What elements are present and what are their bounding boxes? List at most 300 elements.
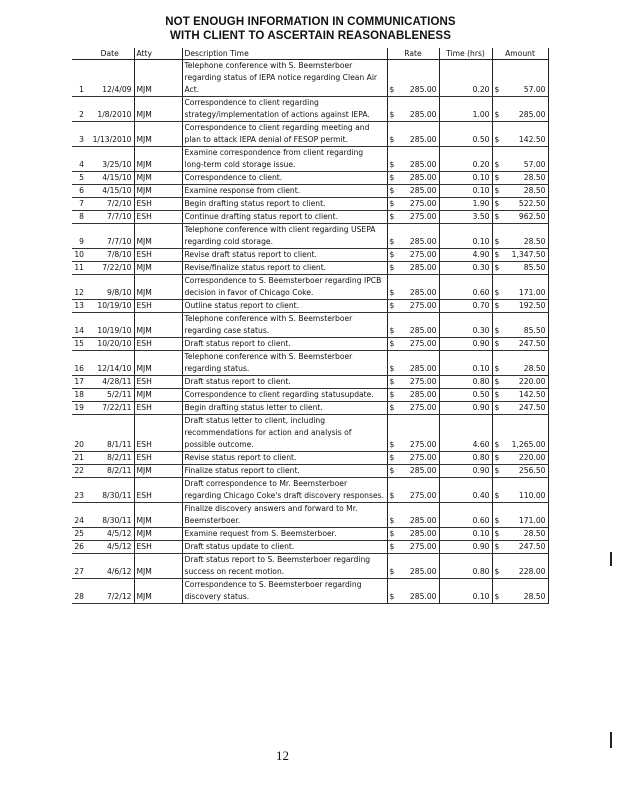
row-attorney: MJM xyxy=(134,503,182,528)
currency-symbol: $ xyxy=(389,186,395,195)
row-amount: 28.50 xyxy=(523,237,546,246)
currency-symbol: $ xyxy=(494,250,500,259)
row-date: 3/25/10 xyxy=(86,147,134,172)
row-attorney: ESH xyxy=(134,198,182,211)
row-number: 23 xyxy=(72,478,86,503)
currency-symbol: $ xyxy=(494,364,500,373)
currency-symbol: $ xyxy=(494,567,500,576)
row-amount: 256.50 xyxy=(518,466,546,475)
row-amount: 522.50 xyxy=(518,199,546,208)
row-number: 1 xyxy=(72,60,86,97)
header-rate: Rate xyxy=(387,48,439,60)
row-rate: 285.00 xyxy=(409,110,437,119)
currency-symbol: $ xyxy=(389,491,395,500)
row-time: 0.90 xyxy=(439,465,492,478)
currency-symbol: $ xyxy=(389,377,395,386)
row-date: 8/2/11 xyxy=(86,452,134,465)
row-rate-cell xyxy=(387,478,439,503)
page-number: 12 xyxy=(276,748,289,763)
row-rate-cell xyxy=(387,389,439,402)
currency-symbol: $ xyxy=(389,542,395,551)
table-row xyxy=(72,249,548,262)
row-rate: 285.00 xyxy=(409,326,437,335)
row-description: Revise/finalize status report to client. xyxy=(182,262,387,275)
currency-symbol: $ xyxy=(389,567,395,576)
row-description: Telephone conference with S. Beemsterboer regarding status. xyxy=(182,351,387,376)
row-amount-cell xyxy=(492,60,548,97)
currency-symbol: $ xyxy=(389,173,395,182)
table-row xyxy=(72,338,548,351)
row-description: Telephone conference with S. Beemsterboer regarding status of IEPA notice regarding Clean Air Act. xyxy=(182,60,387,97)
row-description: Draft status report to client. xyxy=(182,376,387,389)
row-amount-cell xyxy=(492,376,548,389)
row-rate-cell xyxy=(387,211,439,224)
table-row xyxy=(72,579,548,604)
table-row xyxy=(72,147,548,172)
row-attorney: MJM xyxy=(134,528,182,541)
table-row xyxy=(72,554,548,579)
row-number: 5 xyxy=(72,172,86,185)
row-description: Begin drafting status report to client. xyxy=(182,198,387,211)
row-time: 0.90 xyxy=(439,402,492,415)
currency-symbol: $ xyxy=(494,403,500,412)
header-description: Description Time xyxy=(182,48,387,60)
row-time: 0.20 xyxy=(439,60,492,97)
row-time: 4.90 xyxy=(439,249,492,262)
currency-symbol: $ xyxy=(494,390,500,399)
row-number: 22 xyxy=(72,465,86,478)
margin-mark xyxy=(610,732,612,748)
row-amount: 1,265.00 xyxy=(511,440,546,449)
row-description: Revise draft status report to client. xyxy=(182,249,387,262)
row-time: 0.50 xyxy=(439,389,492,402)
currency-symbol: $ xyxy=(494,377,500,386)
row-date: 1/13/2010 xyxy=(86,122,134,147)
row-rate-cell xyxy=(387,224,439,249)
row-description: Draft status report to client. xyxy=(182,338,387,351)
table-row xyxy=(72,313,548,338)
currency-symbol: $ xyxy=(494,263,500,272)
row-date: 8/1/11 xyxy=(86,415,134,452)
row-attorney: ESH xyxy=(134,402,182,415)
row-date: 7/2/12 xyxy=(86,579,134,604)
row-date: 8/30/11 xyxy=(86,503,134,528)
row-amount: 28.50 xyxy=(523,173,546,182)
row-amount-cell xyxy=(492,97,548,122)
row-date: 7/7/10 xyxy=(86,224,134,249)
row-amount-cell xyxy=(492,122,548,147)
row-attorney: MJM xyxy=(134,185,182,198)
table-row xyxy=(72,122,548,147)
currency-symbol: $ xyxy=(494,516,500,525)
row-date: 8/30/11 xyxy=(86,478,134,503)
row-amount-cell xyxy=(492,172,548,185)
row-rate: 285.00 xyxy=(409,466,437,475)
row-time: 0.70 xyxy=(439,300,492,313)
row-rate-cell xyxy=(387,452,439,465)
currency-symbol: $ xyxy=(389,403,395,412)
table-row xyxy=(72,528,548,541)
row-description: Examine response from client. xyxy=(182,185,387,198)
row-time: 0.10 xyxy=(439,579,492,604)
row-number: 27 xyxy=(72,554,86,579)
row-attorney: MJM xyxy=(134,554,182,579)
row-amount-cell xyxy=(492,351,548,376)
row-amount-cell xyxy=(492,224,548,249)
row-attorney: MJM xyxy=(134,579,182,604)
row-attorney: MJM xyxy=(134,122,182,147)
row-rate: 285.00 xyxy=(409,237,437,246)
row-description: Revise status report to client. xyxy=(182,452,387,465)
row-attorney: ESH xyxy=(134,211,182,224)
row-amount: 85.50 xyxy=(523,263,546,272)
row-attorney: ESH xyxy=(134,338,182,351)
row-attorney: MJM xyxy=(134,389,182,402)
currency-symbol: $ xyxy=(494,592,500,601)
table-row xyxy=(72,60,548,97)
row-rate: 285.00 xyxy=(409,390,437,399)
row-amount: 192.50 xyxy=(518,301,546,310)
row-number: 11 xyxy=(72,262,86,275)
row-rate: 275.00 xyxy=(409,199,437,208)
row-amount: 1,347.50 xyxy=(511,250,546,259)
table-row xyxy=(72,402,548,415)
row-description: Correspondence to S. Beemsterboer regarding IPCB decision in favor of Chicago Coke. xyxy=(182,275,387,300)
row-attorney: MJM xyxy=(134,147,182,172)
row-rate-cell xyxy=(387,185,439,198)
row-time: 0.60 xyxy=(439,275,492,300)
row-amount: 285.00 xyxy=(518,110,546,119)
currency-symbol: $ xyxy=(494,173,500,182)
row-description: Begin drafting status letter to client. xyxy=(182,402,387,415)
row-rate-cell xyxy=(387,122,439,147)
row-time: 0.50 xyxy=(439,122,492,147)
row-rate: 275.00 xyxy=(409,440,437,449)
row-amount: 28.50 xyxy=(523,529,546,538)
row-date: 1/8/2010 xyxy=(86,97,134,122)
row-amount: 228.00 xyxy=(518,567,546,576)
row-amount-cell xyxy=(492,262,548,275)
row-attorney: ESH xyxy=(134,541,182,554)
row-amount: 28.50 xyxy=(523,592,546,601)
row-date: 10/20/10 xyxy=(86,338,134,351)
row-rate-cell xyxy=(387,465,439,478)
document-title-line1: NOT ENOUGH INFORMATION IN COMMUNICATIONS xyxy=(165,16,456,28)
row-attorney: MJM xyxy=(134,351,182,376)
row-rate: 285.00 xyxy=(409,529,437,538)
document-title-line2: WITH CLIENT TO ASCERTAIN REASONABLENESS xyxy=(170,30,451,42)
currency-symbol: $ xyxy=(389,212,395,221)
row-amount-cell xyxy=(492,478,548,503)
row-amount-cell xyxy=(492,402,548,415)
table-row xyxy=(72,351,548,376)
row-date: 5/2/11 xyxy=(86,389,134,402)
currency-symbol: $ xyxy=(494,466,500,475)
row-amount: 247.50 xyxy=(518,542,546,551)
row-rate-cell xyxy=(387,338,439,351)
row-description: Correspondence to client regarding strategy/implementation of actions against IEPA. xyxy=(182,97,387,122)
currency-symbol: $ xyxy=(389,453,395,462)
row-number: 9 xyxy=(72,224,86,249)
row-time: 0.30 xyxy=(439,313,492,338)
row-rate: 275.00 xyxy=(409,212,437,221)
row-rate-cell xyxy=(387,97,439,122)
currency-symbol: $ xyxy=(389,250,395,259)
row-description: Finalize discovery answers and forward to Mr. Beemsterboer. xyxy=(182,503,387,528)
currency-symbol: $ xyxy=(389,237,395,246)
table-row xyxy=(72,389,548,402)
row-rate-cell xyxy=(387,313,439,338)
currency-symbol: $ xyxy=(494,288,500,297)
row-attorney: MJM xyxy=(134,313,182,338)
row-number: 7 xyxy=(72,198,86,211)
row-date: 4/15/10 xyxy=(86,185,134,198)
row-rate: 285.00 xyxy=(409,592,437,601)
row-number: 21 xyxy=(72,452,86,465)
table-row xyxy=(72,262,548,275)
row-date: 12/14/10 xyxy=(86,351,134,376)
row-number: 15 xyxy=(72,338,86,351)
row-attorney: MJM xyxy=(134,224,182,249)
table-row xyxy=(72,300,548,313)
row-amount-cell xyxy=(492,198,548,211)
row-number: 12 xyxy=(72,275,86,300)
row-date: 7/8/10 xyxy=(86,249,134,262)
row-number: 18 xyxy=(72,389,86,402)
row-time: 0.80 xyxy=(439,452,492,465)
row-amount: 85.50 xyxy=(523,326,546,335)
row-rate-cell xyxy=(387,554,439,579)
table-row xyxy=(72,97,548,122)
table-row xyxy=(72,541,548,554)
row-attorney: MJM xyxy=(134,275,182,300)
row-rate-cell xyxy=(387,579,439,604)
row-rate: 285.00 xyxy=(409,516,437,525)
currency-symbol: $ xyxy=(389,85,395,94)
row-date: 7/22/10 xyxy=(86,262,134,275)
row-description: Correspondence to S. Beemsterboer regarding discovery status. xyxy=(182,579,387,604)
row-number: 6 xyxy=(72,185,86,198)
row-amount: 110.00 xyxy=(518,491,546,500)
currency-symbol: $ xyxy=(389,301,395,310)
row-description: Draft status letter to client, including recommendations for action and analysis of possible outcome. xyxy=(182,415,387,452)
row-date: 4/28/11 xyxy=(86,376,134,389)
row-time: 0.30 xyxy=(439,262,492,275)
row-rate: 275.00 xyxy=(409,491,437,500)
billing-table xyxy=(72,48,549,604)
table-row xyxy=(72,503,548,528)
row-rate-cell xyxy=(387,376,439,389)
row-amount-cell xyxy=(492,452,548,465)
row-rate: 285.00 xyxy=(409,263,437,272)
row-rate-cell xyxy=(387,275,439,300)
row-attorney: ESH xyxy=(134,376,182,389)
row-rate: 285.00 xyxy=(409,186,437,195)
row-amount: 57.00 xyxy=(523,85,546,94)
row-amount: 171.00 xyxy=(518,288,546,297)
row-amount-cell xyxy=(492,147,548,172)
row-attorney: ESH xyxy=(134,300,182,313)
currency-symbol: $ xyxy=(494,85,500,94)
header-time: Time (hrs) xyxy=(439,48,492,60)
row-amount: 962.50 xyxy=(518,212,546,221)
row-rate-cell xyxy=(387,541,439,554)
row-rate-cell xyxy=(387,351,439,376)
row-amount: 171.00 xyxy=(518,516,546,525)
row-time: 3.50 xyxy=(439,211,492,224)
row-time: 0.10 xyxy=(439,528,492,541)
row-amount: 142.50 xyxy=(518,135,546,144)
currency-symbol: $ xyxy=(389,440,395,449)
table-body xyxy=(72,60,548,604)
row-rate: 275.00 xyxy=(409,403,437,412)
row-rate: 285.00 xyxy=(409,173,437,182)
row-rate: 275.00 xyxy=(409,250,437,259)
row-description: Examine correspondence from client regarding long-term cold storage issue. xyxy=(182,147,387,172)
currency-symbol: $ xyxy=(389,160,395,169)
table-row xyxy=(72,376,548,389)
header-num xyxy=(72,48,86,60)
row-rate: 275.00 xyxy=(409,542,437,551)
row-amount-cell xyxy=(492,554,548,579)
header-amount: Amount xyxy=(492,48,548,60)
row-description: Continue drafting status report to client. xyxy=(182,211,387,224)
row-time: 0.20 xyxy=(439,147,492,172)
currency-symbol: $ xyxy=(494,135,500,144)
row-number: 8 xyxy=(72,211,86,224)
header-atty: Atty xyxy=(134,48,182,60)
table-row xyxy=(72,465,548,478)
currency-symbol: $ xyxy=(389,199,395,208)
row-amount: 142.50 xyxy=(518,390,546,399)
row-amount-cell xyxy=(492,185,548,198)
row-date: 9/8/10 xyxy=(86,275,134,300)
row-time: 0.10 xyxy=(439,185,492,198)
row-rate-cell xyxy=(387,415,439,452)
row-rate: 285.00 xyxy=(409,567,437,576)
currency-symbol: $ xyxy=(389,110,395,119)
row-number: 14 xyxy=(72,313,86,338)
currency-symbol: $ xyxy=(389,288,395,297)
currency-symbol: $ xyxy=(494,491,500,500)
row-time: 0.90 xyxy=(439,338,492,351)
row-attorney: MJM xyxy=(134,465,182,478)
currency-symbol: $ xyxy=(494,529,500,538)
currency-symbol: $ xyxy=(494,326,500,335)
row-number: 13 xyxy=(72,300,86,313)
currency-symbol: $ xyxy=(494,199,500,208)
row-date: 7/7/10 xyxy=(86,211,134,224)
row-time: 1.90 xyxy=(439,198,492,211)
row-attorney: MJM xyxy=(134,60,182,97)
row-amount-cell xyxy=(492,313,548,338)
row-amount-cell xyxy=(492,541,548,554)
row-time: 0.80 xyxy=(439,376,492,389)
row-amount: 220.00 xyxy=(518,377,546,386)
currency-symbol: $ xyxy=(389,326,395,335)
row-attorney: ESH xyxy=(134,415,182,452)
row-description: Finalize status report to client. xyxy=(182,465,387,478)
row-description: Telephone conference with S. Beemsterboer regarding case status. xyxy=(182,313,387,338)
row-description: Correspondence to client. xyxy=(182,172,387,185)
row-date: 7/2/10 xyxy=(86,198,134,211)
currency-symbol: $ xyxy=(494,212,500,221)
row-rate: 275.00 xyxy=(409,453,437,462)
row-number: 24 xyxy=(72,503,86,528)
row-amount-cell xyxy=(492,415,548,452)
currency-symbol: $ xyxy=(494,301,500,310)
currency-symbol: $ xyxy=(389,592,395,601)
row-date: 4/5/12 xyxy=(86,541,134,554)
row-number: 16 xyxy=(72,351,86,376)
row-time: 0.90 xyxy=(439,541,492,554)
table-row xyxy=(72,198,548,211)
currency-symbol: $ xyxy=(494,453,500,462)
row-attorney: ESH xyxy=(134,452,182,465)
currency-symbol: $ xyxy=(494,542,500,551)
row-amount: 57.00 xyxy=(523,160,546,169)
row-amount-cell xyxy=(492,300,548,313)
row-rate: 285.00 xyxy=(409,160,437,169)
row-number: 20 xyxy=(72,415,86,452)
row-amount: 220.00 xyxy=(518,453,546,462)
row-time: 0.10 xyxy=(439,351,492,376)
row-amount-cell xyxy=(492,528,548,541)
row-time: 0.10 xyxy=(439,172,492,185)
row-rate: 275.00 xyxy=(409,377,437,386)
row-rate-cell xyxy=(387,402,439,415)
row-amount-cell xyxy=(492,465,548,478)
row-amount-cell xyxy=(492,338,548,351)
row-description: Examine request from S. Beemsterboer. xyxy=(182,528,387,541)
table-row xyxy=(72,211,548,224)
row-number: 26 xyxy=(72,541,86,554)
currency-symbol: $ xyxy=(494,440,500,449)
row-time: 1.00 xyxy=(439,97,492,122)
row-amount-cell xyxy=(492,275,548,300)
row-amount-cell xyxy=(492,249,548,262)
currency-symbol: $ xyxy=(389,364,395,373)
row-rate: 285.00 xyxy=(409,364,437,373)
row-date: 12/4/09 xyxy=(86,60,134,97)
row-time: 0.40 xyxy=(439,478,492,503)
row-amount-cell xyxy=(492,389,548,402)
row-date: 4/6/12 xyxy=(86,554,134,579)
row-amount: 28.50 xyxy=(523,364,546,373)
row-description: Outline status report to client. xyxy=(182,300,387,313)
row-date: 8/2/11 xyxy=(86,465,134,478)
row-date: 10/19/10 xyxy=(86,313,134,338)
row-attorney: ESH xyxy=(134,478,182,503)
row-rate: 285.00 xyxy=(409,85,437,94)
row-number: 10 xyxy=(72,249,86,262)
currency-symbol: $ xyxy=(389,466,395,475)
row-amount-cell xyxy=(492,579,548,604)
row-number: 2 xyxy=(72,97,86,122)
row-description: Draft correspondence to Mr. Beemsterboer regarding Chicago Coke's draft discovery responses. xyxy=(182,478,387,503)
row-rate: 275.00 xyxy=(409,339,437,348)
table-row xyxy=(72,415,548,452)
row-rate: 285.00 xyxy=(409,288,437,297)
row-description: Telephone conference with client regarding USEPA regarding cold storage. xyxy=(182,224,387,249)
row-rate-cell xyxy=(387,262,439,275)
row-amount: 247.50 xyxy=(518,403,546,412)
table-row xyxy=(72,275,548,300)
table-row xyxy=(72,452,548,465)
row-number: 17 xyxy=(72,376,86,389)
currency-symbol: $ xyxy=(389,135,395,144)
row-description: Draft status report to S. Beemsterboer regarding success on recent motion. xyxy=(182,554,387,579)
